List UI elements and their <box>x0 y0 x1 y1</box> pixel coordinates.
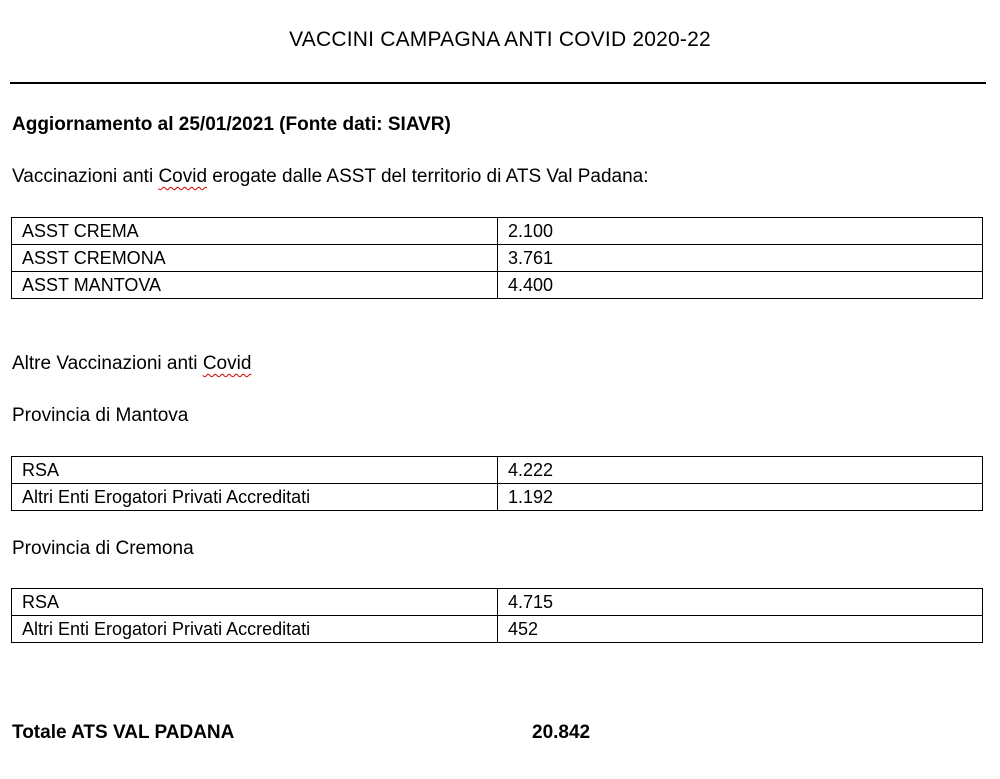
intro-text-start: Vaccinazioni anti <box>12 166 159 187</box>
others-heading <box>12 353 251 375</box>
table-row <box>12 484 983 511</box>
intro-text-end: erogate dalle ASST del territorio di ATS Val Padana: <box>207 166 649 187</box>
row-value: 452 <box>498 616 983 643</box>
update-line: Aggiornamento al 25/01/2021 (Fonte dati: SIAVR) <box>12 114 451 135</box>
row-value: 2.100 <box>498 218 983 245</box>
asst-table <box>11 217 983 299</box>
row-label: Altri Enti Erogatori Privati Accreditati <box>12 616 498 643</box>
row-label: RSA <box>12 457 498 484</box>
table-row <box>12 218 983 245</box>
row-label: ASST CREMONA <box>12 245 498 272</box>
table-row <box>12 457 983 484</box>
spellcheck-flagged-word: Covid <box>158 166 208 187</box>
row-value: 4.222 <box>498 457 983 484</box>
province-cremona-heading: Provincia di Cremona <box>12 538 194 559</box>
row-value: 1.192 <box>498 484 983 511</box>
total-value: 20.842 <box>532 722 591 743</box>
row-value: 4.400 <box>498 272 983 299</box>
document-title: VACCINI CAMPAGNA ANTI COVID 2020-22 <box>289 28 711 51</box>
spellcheck-flagged-word: Covid <box>202 353 252 374</box>
title-divider <box>10 82 986 84</box>
table-row <box>12 589 983 616</box>
province-mantova-heading: Provincia di Mantova <box>12 405 189 426</box>
table-row <box>12 272 983 299</box>
table-row <box>12 245 983 272</box>
intro-paragraph <box>12 166 649 188</box>
row-label: Altri Enti Erogatori Privati Accreditati <box>12 484 498 511</box>
row-value: 4.715 <box>498 589 983 616</box>
cremona-table <box>11 588 983 643</box>
table-row <box>12 616 983 643</box>
row-label: ASST CREMA <box>12 218 498 245</box>
mantova-table <box>11 456 983 511</box>
row-label: RSA <box>12 589 498 616</box>
total-label: Totale ATS VAL PADANA <box>12 722 235 743</box>
row-value: 3.761 <box>498 245 983 272</box>
row-label: ASST MANTOVA <box>12 272 498 299</box>
others-text: Altre Vaccinazioni anti <box>12 353 203 374</box>
